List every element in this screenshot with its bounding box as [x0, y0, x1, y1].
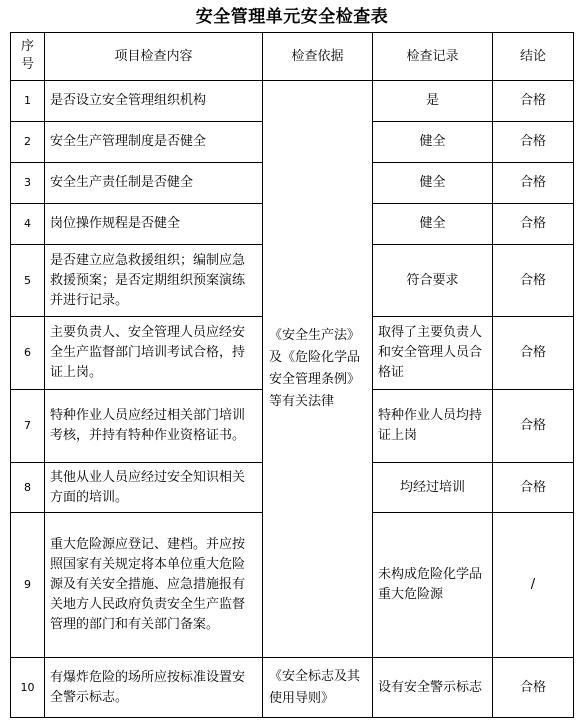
check-record: 健全 — [373, 122, 493, 163]
check-item: 有爆炸危险的场所应按标准设置安全警示标志。 — [45, 658, 263, 718]
conclusion: 合格 — [493, 122, 574, 163]
table-row — [11, 658, 574, 718]
page-title: 安全管理单元安全检查表 — [195, 7, 389, 27]
header-basis: 检查依据 — [263, 33, 373, 81]
check-item: 重大危险源应登记、建档。并应按照国家有关规定将本单位重大危险源及有关安全措施、应急措施报有关地方人民政府负责安全生产监督管理的部门和有关部门备案。 — [45, 513, 263, 658]
check-record: 健全 — [373, 204, 493, 245]
header-record: 检查记录 — [373, 33, 493, 81]
row-number: 3 — [11, 163, 45, 204]
check-record: 健全 — [373, 163, 493, 204]
conclusion: 合格 — [493, 204, 574, 245]
check-record: 符合要求 — [373, 245, 493, 317]
check-item: 是否设立安全管理组织机构 — [45, 81, 263, 122]
check-record: 未构成危险化学品重大危险源 — [373, 513, 493, 658]
conclusion: 合格 — [493, 390, 574, 463]
check-item: 安全生产责任制是否健全 — [45, 163, 263, 204]
check-record: 特种作业人员均持证上岗 — [373, 390, 493, 463]
conclusion: 合格 — [493, 317, 574, 390]
check-item: 是否建立应急救援组织；编制应急救援预案；是否定期组织预案演练并进行记录。 — [45, 245, 263, 317]
check-record: 均经过培训 — [373, 463, 493, 513]
safety-check-table — [10, 32, 574, 718]
row-number: 1 — [11, 81, 45, 122]
check-record: 是 — [373, 81, 493, 122]
check-basis: 《安全标志及其使用导则》 — [263, 658, 373, 718]
row-number: 6 — [11, 317, 45, 390]
row-number: 9 — [11, 513, 45, 658]
header-seq: 序号 — [11, 33, 45, 81]
check-item: 特种作业人员应经过相关部门培训考核，并持有特种作业资格证书。 — [45, 390, 263, 463]
check-item: 岗位操作规程是否健全 — [45, 204, 263, 245]
check-item: 主要负责人、安全管理人员应经安全生产监督部门培训考试合格，持证上岗。 — [45, 317, 263, 390]
row-number: 8 — [11, 463, 45, 513]
check-record: 设有安全警示标志 — [373, 658, 493, 718]
row-number: 7 — [11, 390, 45, 463]
conclusion: 合格 — [493, 463, 574, 513]
check-item: 其他从业人员应经过安全知识相关方面的培训。 — [45, 463, 263, 513]
check-basis: 《安全生产法》及《危险化学品安全管理条例》等有关法律 — [263, 81, 373, 658]
row-number: 2 — [11, 122, 45, 163]
conclusion: 合格 — [493, 81, 574, 122]
conclusion: / — [493, 513, 574, 658]
check-record: 取得了主要负责人和安全管理人员合格证 — [373, 317, 493, 390]
conclusion: 合格 — [493, 163, 574, 204]
table-row — [11, 81, 574, 122]
conclusion: 合格 — [493, 245, 574, 317]
row-number: 4 — [11, 204, 45, 245]
header-conclusion: 结论 — [493, 33, 574, 81]
check-item: 安全生产管理制度是否健全 — [45, 122, 263, 163]
conclusion: 合格 — [493, 658, 574, 718]
row-number: 5 — [11, 245, 45, 317]
header-row — [11, 33, 574, 81]
header-item: 项目检查内容 — [45, 33, 263, 81]
row-number: 10 — [11, 658, 45, 718]
